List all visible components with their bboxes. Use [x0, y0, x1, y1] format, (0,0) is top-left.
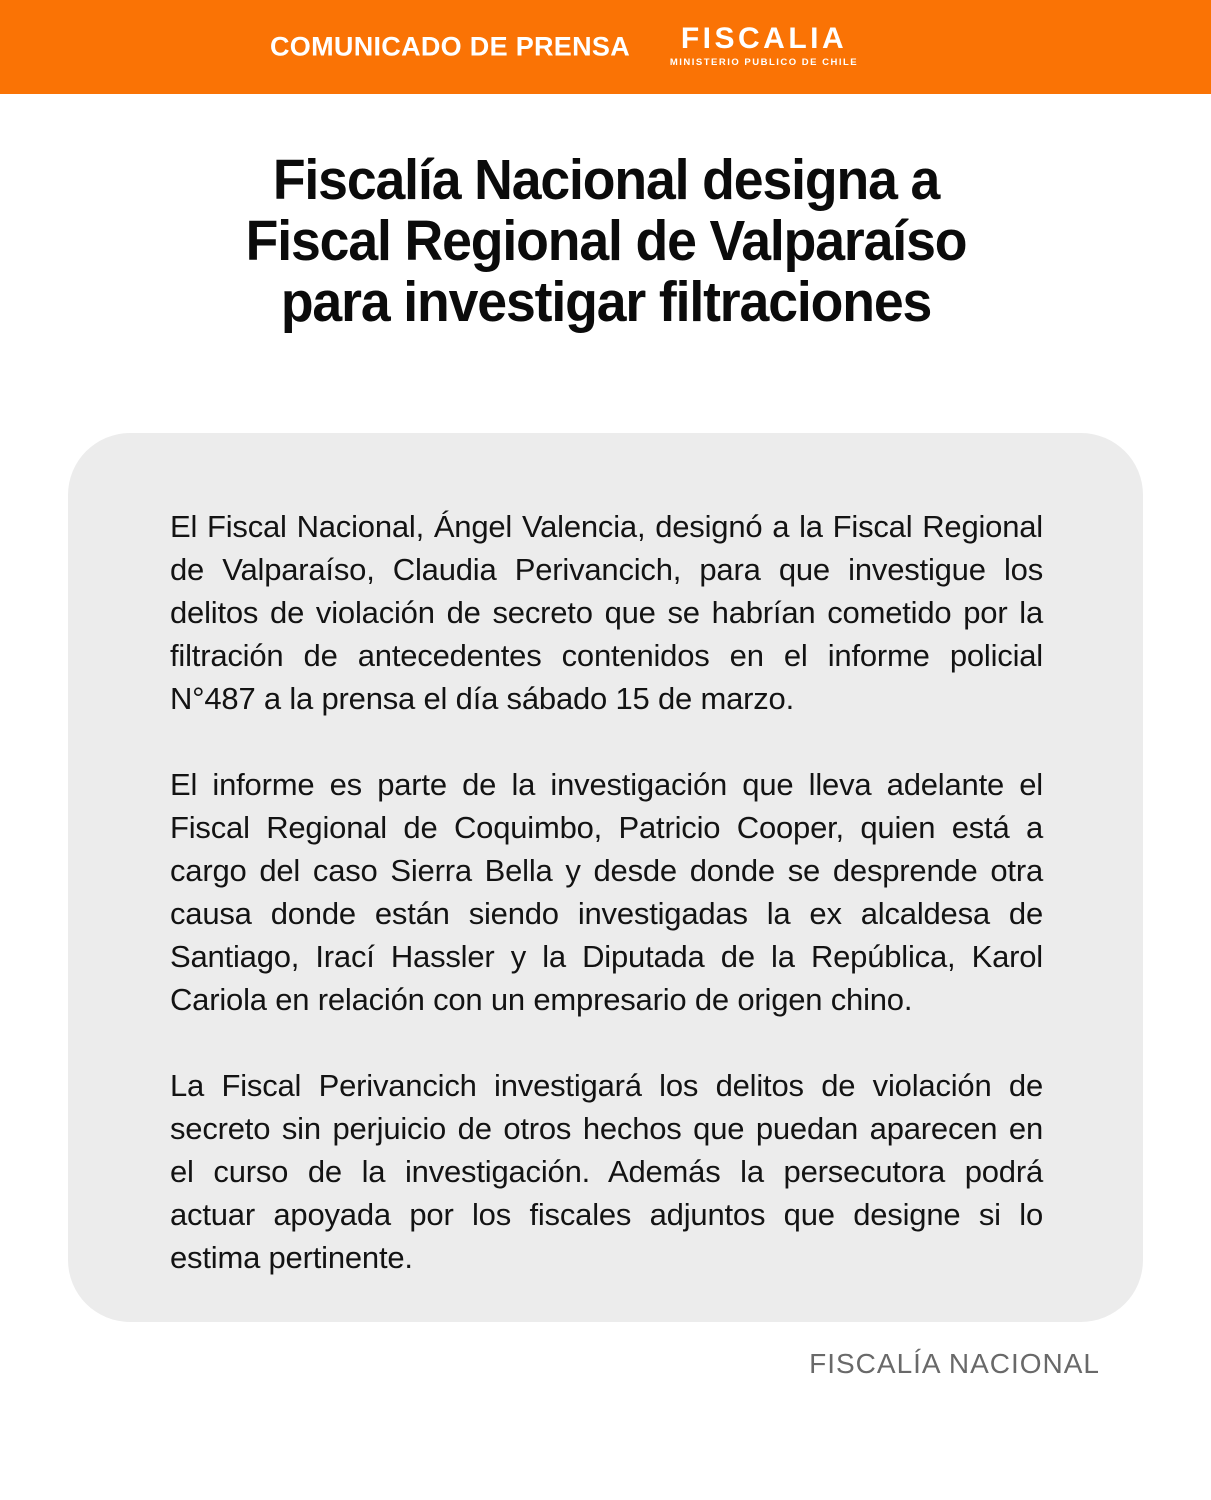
page-title [89, 150, 1123, 333]
body-card [68, 433, 1143, 1322]
fiscalia-logo-name: FISCALIA [680, 22, 848, 55]
signature: FISCALÍA NACIONAL [809, 1348, 1100, 1379]
page-title-line-3: para investigar filtraciones [280, 270, 931, 334]
fiscalia-logo-subtitle: MINISTERIO PUBLICO DE CHILE [669, 57, 859, 68]
comunicado-label: COMUNICADO DE PRENSA [270, 31, 631, 62]
fiscalia-logo [664, 24, 864, 68]
page-title-line-2: Fiscal Regional de Valparaíso [245, 209, 966, 273]
press-banner [0, 0, 1211, 94]
body-paragraph-3: La Fiscal Perivancich investigará los delitos de violación de secreto sin perjuicio de otros hechos que puedan aparecen en el curso de la investigación. Además la persecutora podrá actuar apoyada por los fiscales adjuntos que designe si lo estima pertinente. [170, 1068, 1043, 1275]
page-title-line-1: Fiscalía Nacional designa a [272, 148, 939, 212]
body-paragraph-2: El informe es parte de la investigación que lleva adelante el Fiscal Regional de Coquimbo, Patricio Cooper, quien está a cargo del caso Sierra Bella y desde donde se desprende otra causa donde están siendo investigadas la ex alcaldesa de Santiago, Irací Hassler y la Diputada de la República, Karol Cariola en relación con un empresario de origen chino. [170, 767, 1043, 1017]
body-paragraph-1: El Fiscal Nacional, Ángel Valencia, designó a la Fiscal Regional de Valparaíso, Claudia Perivancich, para que investigue los delitos de violación de secreto que se habrían cometido por la filtración de antecedentes contenidos en el informe policial N°487 a la prensa el día sábado 15 de marzo. [170, 509, 1043, 716]
